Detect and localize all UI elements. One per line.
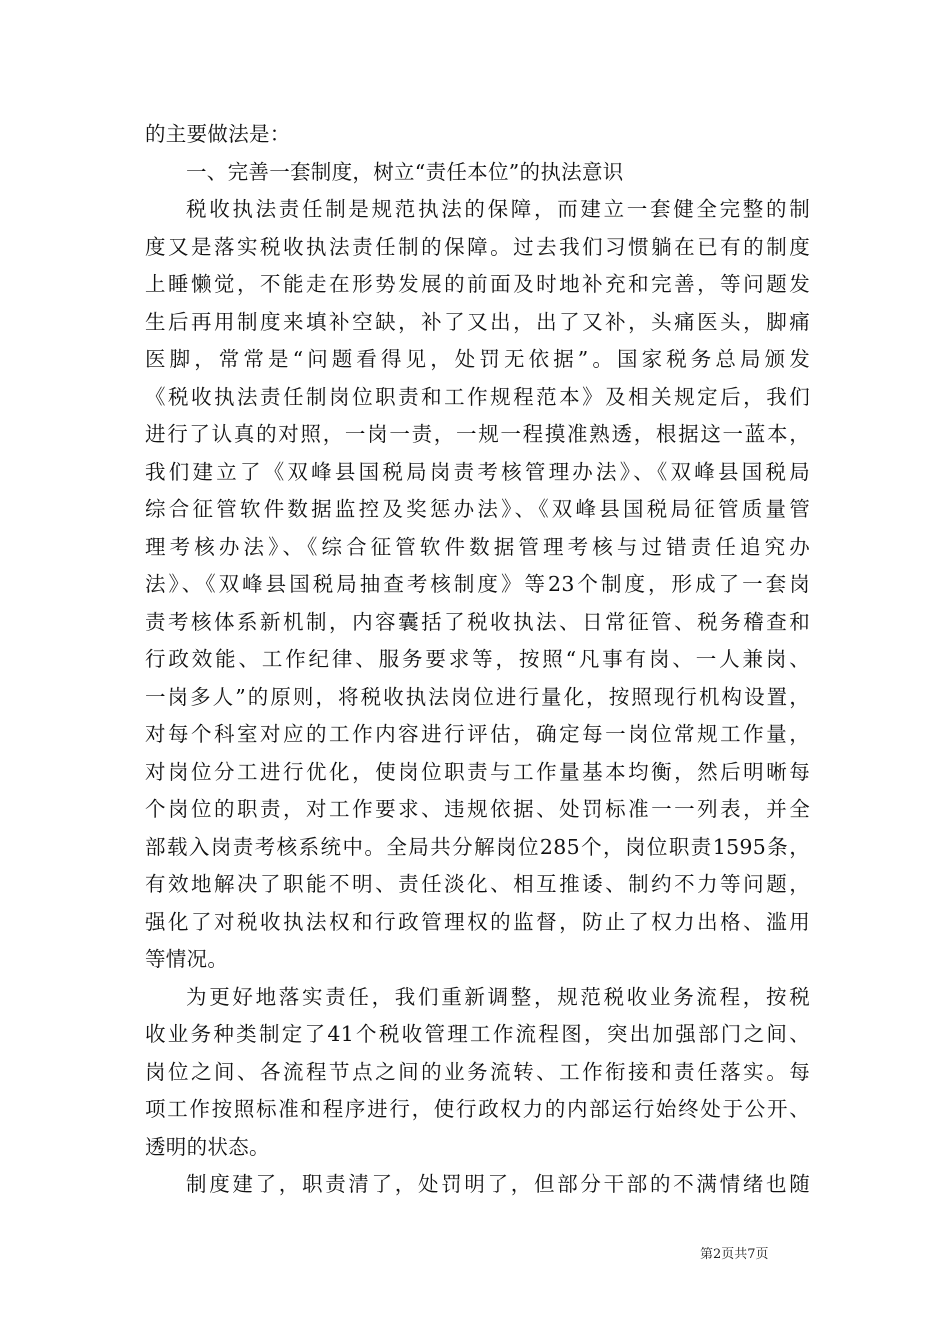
text-line: 度又是落实税收执法责任制的保障。过去我们习惯躺在已有的制度 bbox=[145, 234, 810, 259]
text-line: 强化了对税收执法权和行政管理权的监督，防止了权力出格、滥用 bbox=[145, 909, 810, 934]
text-line: 法》、《双峰县国税局抽查考核制度》等23个制度，形成了一套岗 bbox=[145, 572, 810, 596]
text-line: 综合征管软件数据监控及奖惩办法》、《双峰县国税局征管质量管 bbox=[145, 497, 810, 521]
text-line: 一岗多人”的原则，将税收执法岗位进行量化，按照现行机构设置， bbox=[145, 684, 810, 709]
text-line: 行政效能、工作纪律、服务要求等，按照“凡事有岗、一人兼岗、 bbox=[145, 647, 810, 671]
text-line: 有效地解决了职能不明、责任淡化、相互推诿、制约不力等问题， bbox=[145, 872, 810, 896]
text-line: 对每个科室对应的工作内容进行评估，确定每一岗位常规工作量， bbox=[145, 722, 810, 746]
text-line: 我们建立了《双峰县国税局岗责考核管理办法》、《双峰县国税局 bbox=[145, 459, 810, 484]
text-line: 透明的状态。 bbox=[145, 1134, 270, 1159]
section-heading: 一、完善一套制度，树立“责任本位”的执法意识 bbox=[186, 159, 624, 184]
text-line: 《税收执法责任制岗位职责和工作规程范本》及相关规定后，我们 bbox=[145, 384, 810, 409]
text-line: 个岗位的职责，对工作要求、违规依据、处罚标准一一列表，并全 bbox=[145, 797, 810, 821]
text-line: 的主要做法是： bbox=[145, 122, 291, 146]
text-line: 税收执法责任制是规范执法的保障，而建立一套健全完整的制 bbox=[186, 197, 810, 221]
text-line: 理考核办法》、《综合征管软件数据管理考核与过错责任追究办 bbox=[145, 534, 810, 559]
text-line: 等情况。 bbox=[145, 947, 229, 971]
text-line: 部载入岗责考核系统中。全局共分解岗位285个，岗位职责1595条， bbox=[145, 834, 810, 859]
text-line: 项工作按照标准和程序进行，使行政权力的内部运行始终处于公开、 bbox=[145, 1097, 810, 1121]
text-line: 制度建了，职责清了，处罚明了，但部分干部的不满情绪也随 bbox=[186, 1172, 810, 1196]
text-line: 为更好地落实责任，我们重新调整，规范税收业务流程，按税 bbox=[186, 984, 810, 1009]
page-number: 第2页共7页 bbox=[700, 1247, 769, 1262]
body-text bbox=[145, 116, 810, 1204]
text-line: 医脚，常常是“问题看得见，处罚无依据”。国家税务总局颁发 bbox=[145, 347, 810, 371]
text-line: 责考核体系新机制，内容囊括了税收执法、日常征管、税务稽查和 bbox=[145, 609, 810, 634]
text-line: 对岗位分工进行优化，使岗位职责与工作量基本均衡，然后明晰每 bbox=[145, 759, 810, 784]
text-line: 收业务种类制定了41个税收管理工作流程图，突出加强部门之间、 bbox=[145, 1022, 810, 1046]
text-line: 进行了认真的对照，一岗一责，一规一程摸准熟透，根据这一蓝本， bbox=[145, 422, 810, 446]
text-line: 生后再用制度来填补空缺，补了又出，出了又补，头痛医头，脚痛 bbox=[145, 309, 810, 334]
text-line: 岗位之间、各流程节点之间的业务流转、工作衔接和责任落实。每 bbox=[145, 1059, 810, 1084]
text-line: 上睡懒觉，不能走在形势发展的前面及时地补充和完善，等问题发 bbox=[145, 272, 810, 296]
